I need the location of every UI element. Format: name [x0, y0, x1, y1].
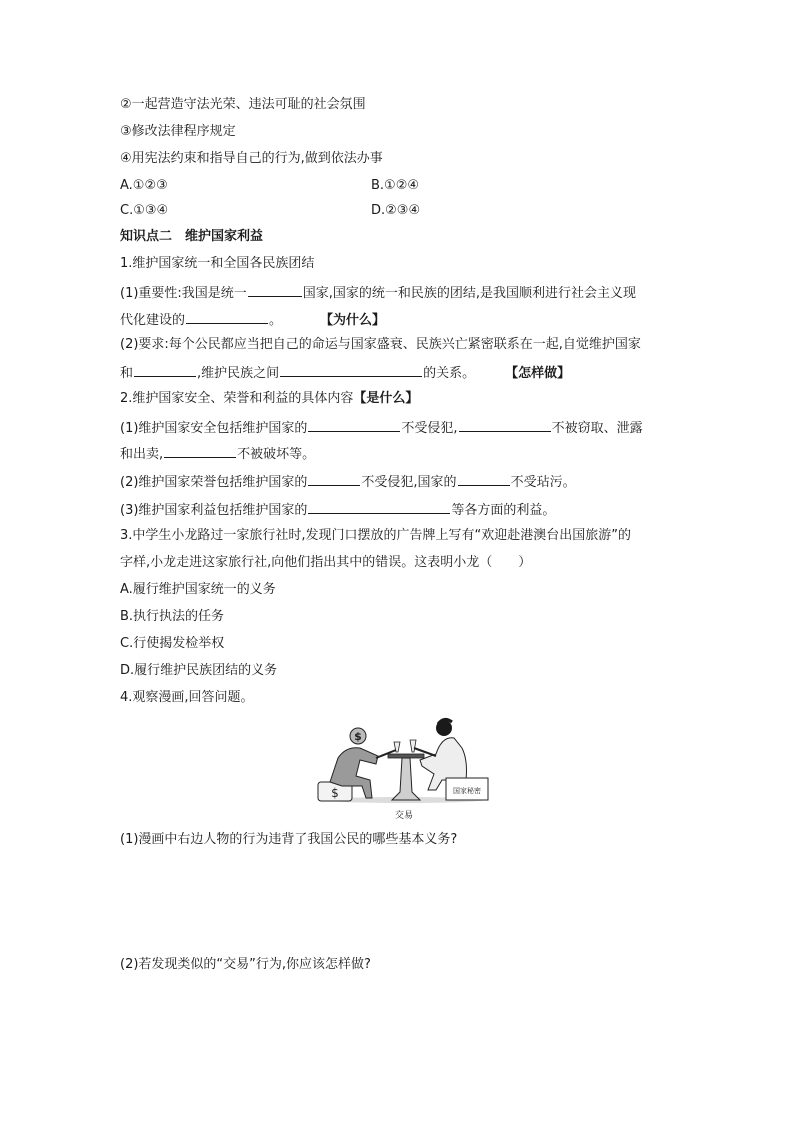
option-b[interactable]: B.①②④: [371, 178, 420, 193]
p1-line3: (2)要求:每个公民都应当把自己的命运与国家盛衰、民族兴亡紧密联系在一起,自觉维护国家: [120, 337, 641, 352]
statement-2: ②一起营造守法光荣、违法可耻的社会氛围: [120, 97, 366, 112]
p2-line3: [120, 472, 576, 492]
text: (2)维护国家荣誉包括维护国家的: [120, 475, 308, 490]
statement-4: ④用宪法约束和指导自己的行为,做到依法办事: [120, 151, 383, 166]
option-c[interactable]: C.①③④: [120, 203, 169, 218]
text: 2.维护国家安全、荣誉和利益的具体内容: [120, 391, 354, 406]
q3-option-d[interactable]: D.履行维护民族团结的义务: [120, 663, 278, 678]
text: (3)维护国家利益包括维护国家的: [120, 503, 308, 518]
section-title: 知识点二 维护国家利益: [120, 229, 264, 244]
text: 不受玷污。: [510, 475, 576, 490]
text: 。: [269, 313, 283, 328]
bag-symbol: $: [331, 786, 339, 800]
fill-blank[interactable]: [308, 472, 360, 486]
q3-option-b[interactable]: B.执行执法的任务: [120, 609, 225, 624]
p2-line2: [120, 444, 315, 464]
p2-title: [120, 390, 418, 408]
q3-option-a[interactable]: A.履行维护国家统一的义务: [120, 582, 276, 597]
text: 不被窃取、泄露: [551, 421, 643, 436]
text: ,维护民族之间: [197, 366, 280, 381]
fill-blank[interactable]: [164, 444, 236, 458]
q3-stem-line1: 3.中学生小龙路过一家旅行社时,发现门口摆放的广告牌上写有“欢迎赴港澳台出国旅游”的: [120, 528, 632, 543]
box-label: 国家秘密: [453, 787, 481, 795]
q3-option-c[interactable]: C.行使揭发检举权: [120, 636, 225, 651]
text: (1)维护国家安全包括维护国家的: [120, 421, 308, 436]
p1-line2: [120, 310, 385, 330]
fill-blank[interactable]: [308, 418, 400, 432]
head-symbol: $: [354, 730, 362, 743]
fill-blank[interactable]: [134, 363, 196, 377]
q4-sub1: (1)漫画中右边人物的行为违背了我国公民的哪些基本义务?: [120, 832, 458, 847]
statement-3: ③修改法律程序规定: [120, 124, 236, 139]
p1-line1: [120, 283, 636, 303]
fill-blank[interactable]: [186, 310, 268, 324]
q3-stem-line2: 字样,小龙走进这家旅行社,向他们指出其中的错误。这表明小龙（ ）: [120, 555, 532, 570]
q4-sub2: (2)若发现类似的“交易”行为,你应该怎样做?: [120, 957, 371, 972]
q4-stem: 4.观察漫画,回答问题。: [120, 690, 254, 705]
text: 和出卖,: [120, 447, 164, 462]
fill-blank[interactable]: [248, 283, 302, 297]
text: 不受侵犯,国家的: [361, 475, 457, 490]
option-a[interactable]: A.①②③: [120, 178, 168, 193]
tag-why: 【为什么】: [320, 313, 386, 328]
option-d[interactable]: D.②③④: [371, 203, 421, 218]
text: 等各方面的利益。: [451, 503, 556, 518]
fill-blank[interactable]: [458, 472, 510, 486]
text: 不受侵犯,: [401, 421, 458, 436]
fill-blank[interactable]: [459, 418, 551, 432]
tag-how: 【怎样做】: [505, 366, 571, 381]
text: 和: [120, 366, 134, 381]
p2-line4: [120, 500, 555, 520]
text: 不被破坏等。: [237, 447, 316, 462]
fill-blank[interactable]: [308, 500, 450, 514]
trade-cartoon: [316, 714, 492, 822]
text: 的关系。: [423, 366, 476, 381]
cartoon-caption: 交易: [394, 811, 414, 821]
text: 国家,国家的统一和民族的团结,是我国顺利进行社会主义现: [302, 286, 637, 301]
p1-line4: [120, 363, 570, 383]
p1-title: 1.维护国家统一和全国各民族团结: [120, 256, 315, 271]
text: 代化建设的: [120, 313, 186, 328]
p2-line1: [120, 418, 643, 438]
tag-what: 【是什么】: [353, 391, 419, 406]
fill-blank[interactable]: [280, 363, 422, 377]
text: (1)重要性:我国是统一: [120, 286, 247, 301]
